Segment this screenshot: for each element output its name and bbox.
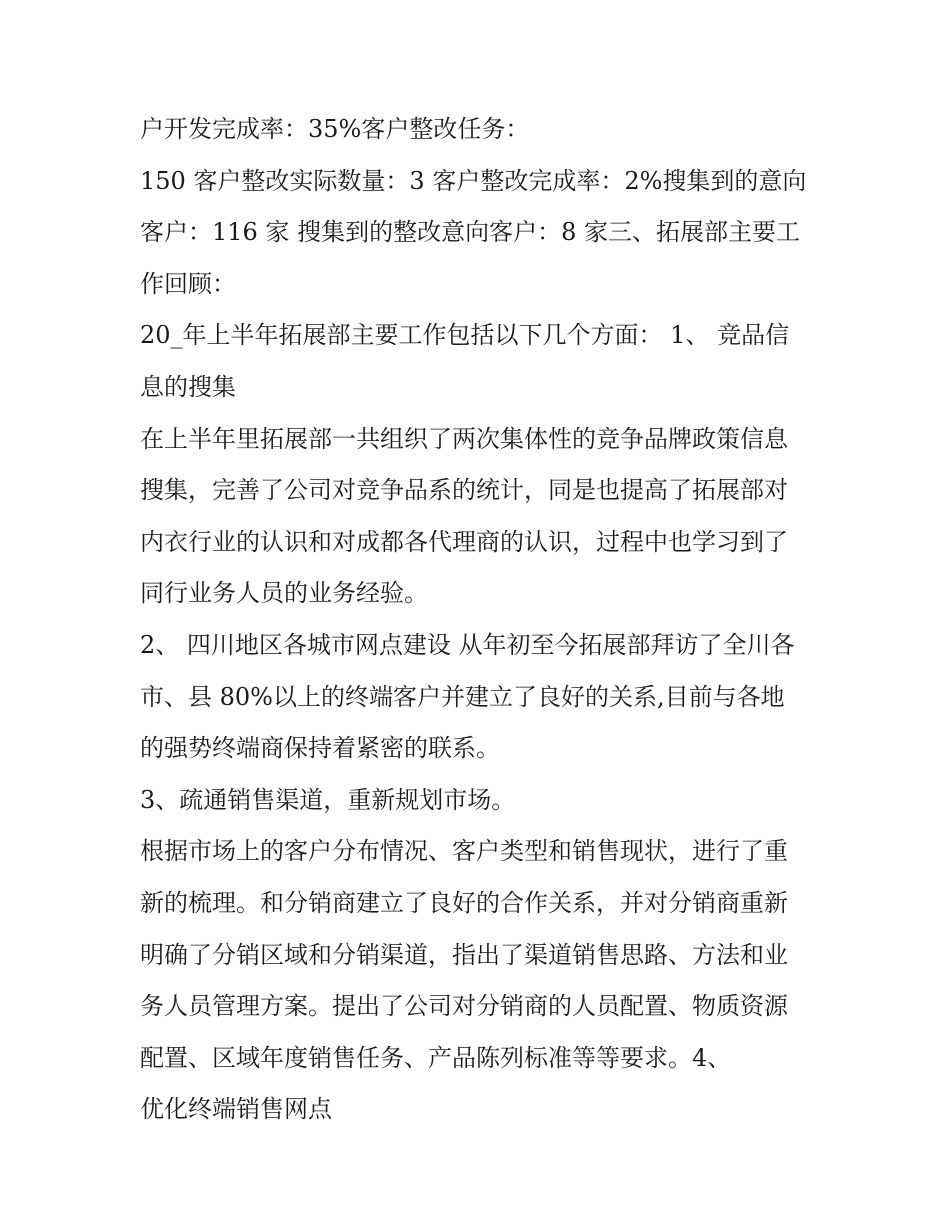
text-line: 新的梳理。和分销商建立了良好的合作关系，并对分销商重新: [140, 888, 788, 917]
text-line: 内衣行业的认识和对成都各代理商的认识，过程中也学习到了: [140, 527, 788, 556]
text-line: 息的搜集: [140, 372, 236, 401]
text-line: 的强势终端商保持着紧密的联系。: [140, 734, 500, 763]
text-line: 2、 四川地区各城市网点建设 从年初至今拓展部拜访了全川各: [140, 630, 795, 659]
text-line: 配置、区域年度销售任务、产品陈列标准等等要求。4、: [140, 1043, 732, 1072]
text-line: 150 客户整改实际数量：3 客户整改完成率：2%搜集到的意向: [140, 166, 807, 195]
text-line: 同行业务人员的业务经验。: [140, 579, 428, 608]
text-line: 根据市场上的客户分布情况、客户类型和销售现状，进行了重: [140, 837, 788, 866]
document-body: [140, 104, 820, 1136]
text-line: 作回顾：: [140, 269, 236, 298]
text-line: 20_年上半年拓展部主要工作包括以下几个方面： 1、 竞品信: [140, 321, 790, 350]
text-line: 3、疏通销售渠道，重新规划市场。: [140, 785, 516, 814]
text-line: 搜集，完善了公司对竞争品系的统计，同是也提高了拓展部对: [140, 476, 788, 505]
text-line: 市、县 80%以上的终端客户并建立了良好的关系,目前与各地: [140, 682, 785, 711]
text-line: 优化终端销售网点: [140, 1095, 332, 1124]
text-line: 务人员管理方案。提出了公司对分销商的人员配置、物质资源: [140, 992, 788, 1021]
text-line: 客户：116 家 搜集到的整改意向客户：8 家三、拓展部主要工: [140, 218, 800, 247]
text-line: 在上半年里拓展部一共组织了两次集体性的竞争品牌政策信息: [140, 424, 788, 453]
text-line: 户开发完成率：35%客户整改任务：: [140, 115, 530, 143]
text-line: 明确了分销区域和分销渠道，指出了渠道销售思路、方法和业: [140, 940, 788, 969]
